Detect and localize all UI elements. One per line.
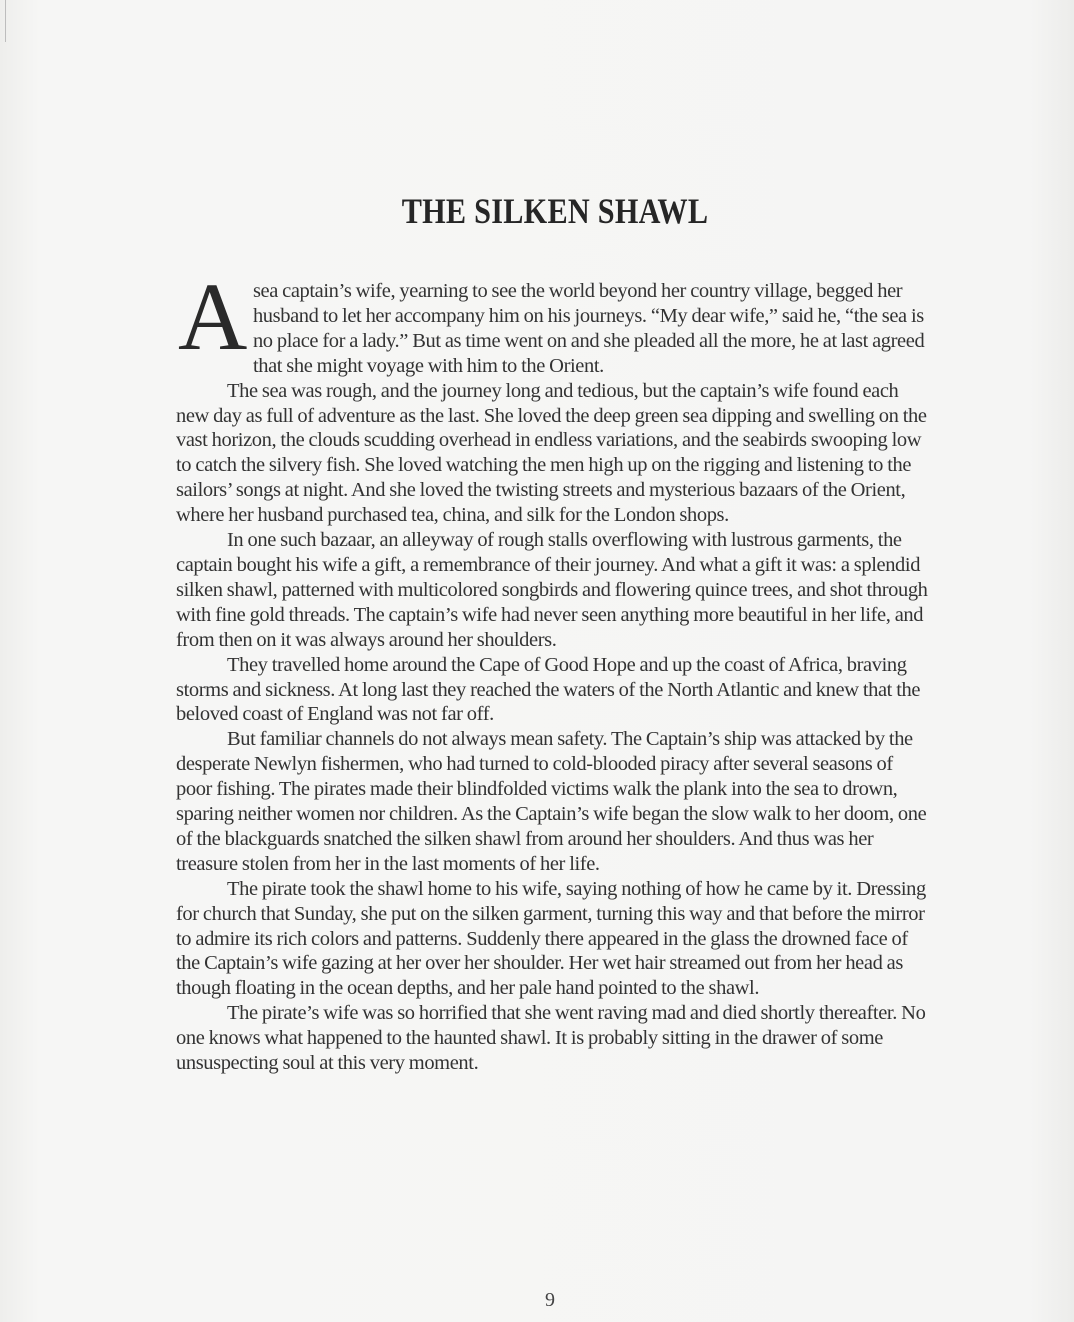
paragraph-1-text: sea captain’s wife, yearning to see the world beyond her country village, begged her husband to let her accompany him on his journeys. “My dear wife,” said he, “the sea is no place for a lady.” But as time went on and she pleaded all the more, he at last agreed that she might voyage with him to the Orient. [252, 280, 925, 377]
page-number: 9 [545, 1289, 555, 1311]
paragraph-6: The pirate took the shawl home to his wife, saying nothing of how he came by it. Dressing for church that Sunday, she put on the silken garment, turning this way and that before the mirror to admire its rich colors and patterns. Suddenly there appeared in the glass the drowned face of the Captain’s wife gazing at her over her shoulder. Her wet hair streamed out from her head as though floating in the ocean depths, and her pale hand pointed to the shawl. [176, 877, 926, 1000]
paragraph-3: In one such bazaar, an alleyway of rough stalls overflowing with lustrous garments, the captain bought his wife a gift, a remembrance of their journey. And what a gift it was: a splendid silken shawl, patterned with multicolored songbirds and flowering quince trees, and shot through with fine gold threads. The captain’s wife had never seen anything more beautiful in her life, and from then on it was always around her shoulders. [176, 529, 928, 651]
paragraph-2: The sea was rough, and the journey long and tedious, but the captain’s wife found each new day as full of adventure as the last. She loved the deep green sea dipping and swelling on the vast horizon, the clouds scudding overhead in endless variations, and the seabirds swooping low to catch the silvery fish. She loved watching the men high up on the rigging and listening to the sailors’ songs at night. And she loved the twisting streets and mysterious bazaars of the Orient, where her husband purchased tea, china, and silk for the London shops. [176, 379, 927, 527]
page-title: THE SILKEN SHAWL [401, 191, 709, 232]
paragraph-7: The pirate’s wife was so horrified that she went raving mad and died shortly thereafter. No one knows what happened to the haunted shawl. It is probably sitting in the drawer of some unsuspecting soul at this very moment. [176, 1002, 926, 1075]
paragraph-1 [176, 263, 930, 379]
paragraph-5: But familiar channels do not always mean safety. The Captain’s ship was attacked by the desperate Newlyn fishermen, who had turned to cold-blooded piracy after several seasons of poor fishing. The pirates made their blindfolded victims walk the plank into the sea to drown, sparing neither women nor children. As the Captain’s wife began the slow walk to her doom, one of the blackguards snatched the silken shawl from around her shoulders. And thus was her treasure stolen from her in the last moments of her life. [176, 728, 927, 875]
binding-edge [5, 0, 6, 42]
paragraph-4: They travelled home around the Cape of Good Hope and up the coast of Africa, braving storms and sickness. At long last they reached the waters of the North Atlantic and knew that the beloved coast of England was not far off. [176, 653, 921, 726]
drop-cap: A [178, 263, 247, 370]
story-body [176, 263, 930, 1076]
